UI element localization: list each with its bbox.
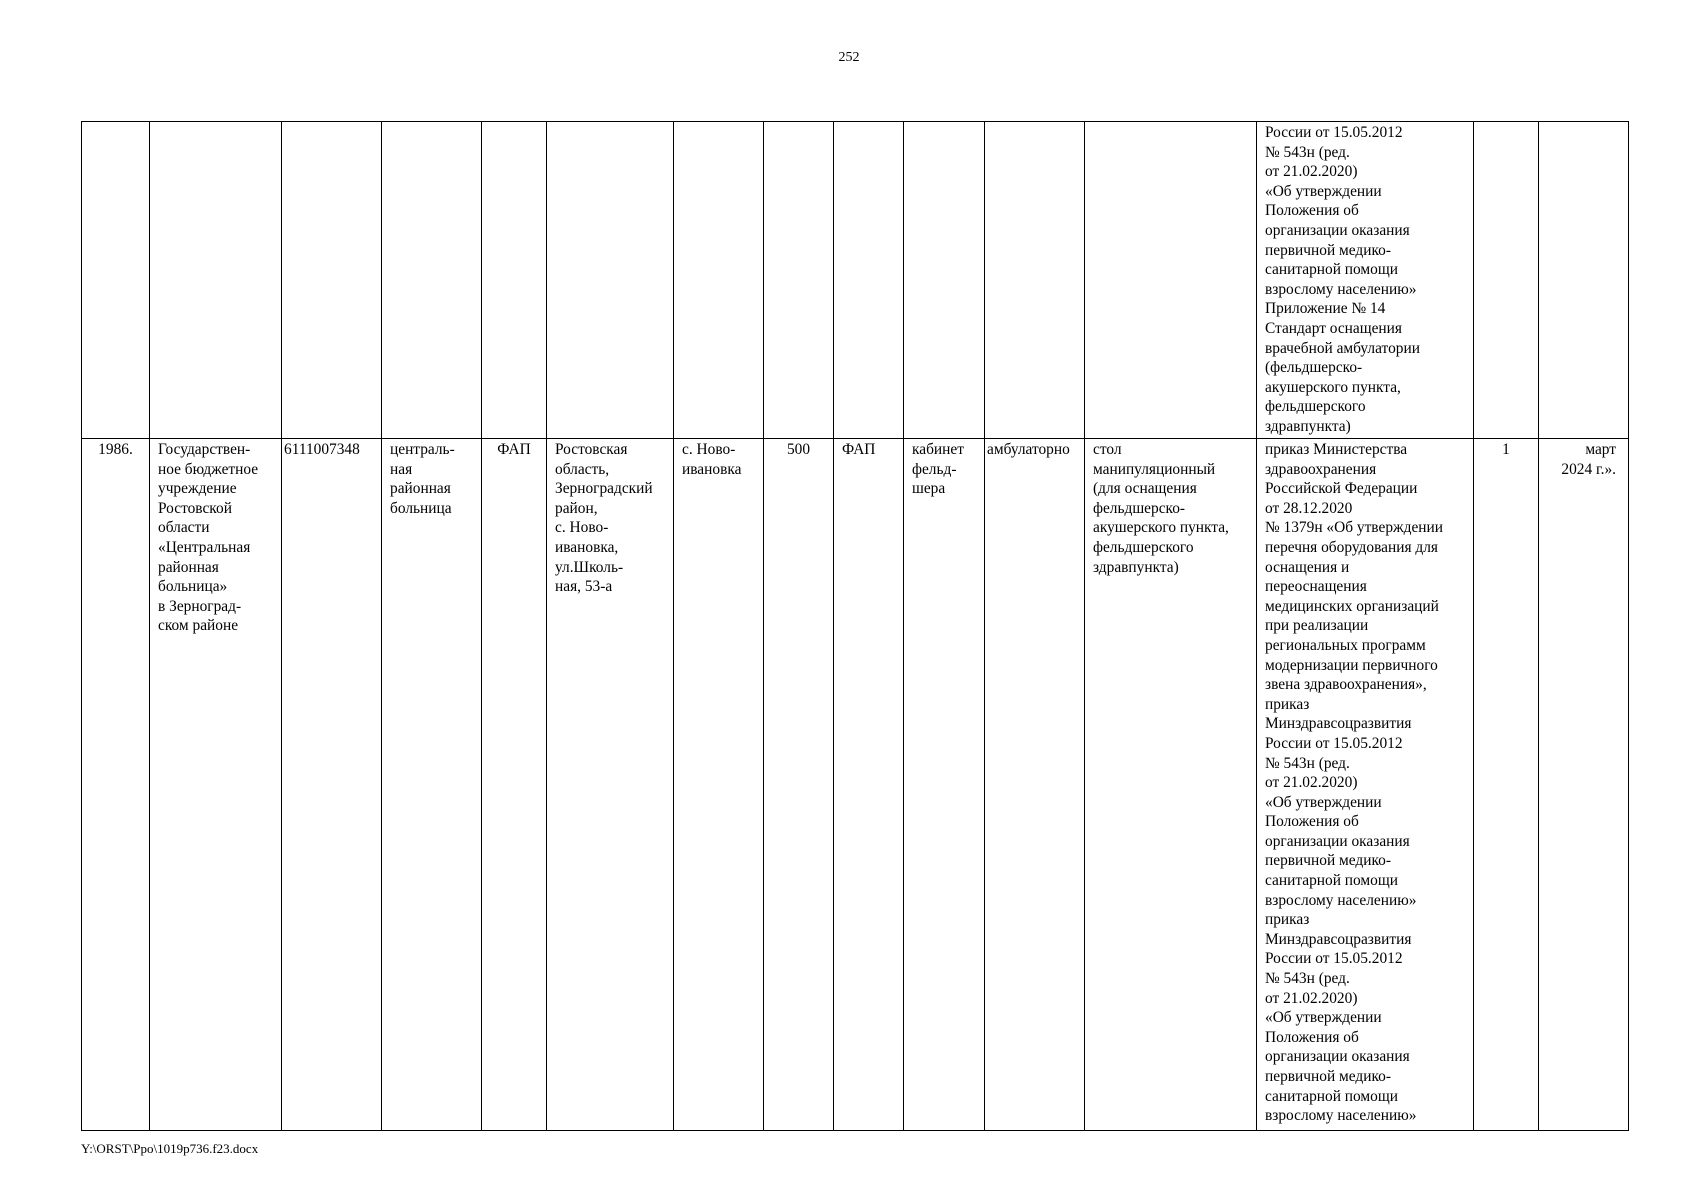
cell-text-line: Российской Федерации (1265, 480, 1418, 498)
cell-text-line: санитарной помощи (1265, 872, 1398, 890)
cell-text-line: организации оказания (1265, 221, 1410, 239)
population-cell (764, 122, 834, 439)
cell-text-line: области (158, 519, 210, 537)
cell-text-line: Положения об (1265, 1028, 1359, 1046)
cell-text-line: «Об утверждении (1265, 793, 1382, 811)
unit-type: ФАП (482, 439, 547, 1131)
cell-text-line: здравоохранения (1265, 460, 1377, 478)
cell-text-line: России от 15.05.2012 (1265, 950, 1403, 968)
cell-text-line: взрослому населению» (1265, 280, 1417, 298)
cell-text-line: перечня оборудования для (1265, 538, 1438, 556)
cell-text-line: организации оказания (1265, 832, 1410, 850)
cell-text-line: медицинских организаций (1265, 597, 1439, 615)
regulatory-document (1257, 439, 1474, 1131)
cell-text-line: фельдшерско- (1093, 499, 1186, 517)
cell-text-line: (для оснащения (1093, 480, 1197, 498)
deadline-cell (1539, 122, 1629, 439)
cell-text-line: первичной медико- (1265, 241, 1391, 259)
cell-text-line: ное бюджетное (158, 460, 259, 478)
cell-text-line: Минздравсоцразвития (1265, 715, 1412, 733)
cell-text-line: взрослому населению» (1265, 1107, 1417, 1125)
room-cell (904, 122, 985, 439)
cell-text-line: фельдшерского (1265, 398, 1366, 416)
cell-text-line: «Об утверждении (1265, 1009, 1382, 1027)
institution-name (150, 439, 282, 1131)
settlement (674, 439, 764, 1131)
cell-text-line: акушерского пункта, (1093, 519, 1229, 537)
cell-text-line: региональных программ (1265, 636, 1426, 654)
cell-text-line: (фельдшерско- (1265, 359, 1363, 377)
cell-text-line: шера (912, 480, 946, 498)
cell-text-line: ная (390, 460, 413, 478)
cell-text-line: № 543н (ред. (1265, 970, 1350, 988)
footer-file-path: Y:\ORST\Ppo\1019p736.f23.docx (81, 1141, 259, 1156)
cell-text-line: приказ (1265, 695, 1310, 713)
page-number: 252 (838, 50, 860, 65)
cell-text-line: районная (158, 558, 219, 576)
cell-text-line: Положения об (1265, 813, 1359, 831)
cell-text-line: районная (390, 480, 451, 498)
org-type-cell (382, 122, 482, 439)
cell-text-line: Положения об (1265, 202, 1359, 220)
cell-text-line: первичной медико- (1265, 852, 1391, 870)
cell-text-line: ивановка, (555, 538, 619, 556)
cell-text-line: от 28.12.2020 (1265, 499, 1353, 517)
cell-text-line: манипуляционный (1093, 460, 1216, 478)
cell-text-line: взрослому населению» (1265, 891, 1417, 909)
cell-text-line: Минздравсоцразвития (1265, 930, 1412, 948)
cell-text-line: больница (390, 499, 452, 517)
cell-text-line: март (1585, 441, 1616, 458)
cell-text-line: с. Ново- (555, 519, 609, 537)
cell-text-line: от 21.02.2020) (1265, 774, 1358, 792)
document-cell (1257, 122, 1474, 439)
cell-text-line: Зерноградский (555, 480, 653, 498)
cell-text-line: кабинет (912, 441, 964, 458)
cell-text-line: стол (1093, 441, 1122, 458)
cell-text-line: России от 15.05.2012 (1265, 734, 1403, 752)
cell-text-line: область, (555, 460, 610, 478)
number-cell (82, 122, 150, 439)
cell-text-line: «Об утверждении (1265, 182, 1382, 200)
inn: 6111007348 (282, 439, 382, 1131)
cell-text-line: врачебной амбулатории (1265, 339, 1420, 357)
institution-cell (150, 122, 282, 439)
cell-text-line: больница» (158, 578, 228, 596)
unit-type-cell (482, 122, 547, 439)
cell-text-line: первичной медико- (1265, 1068, 1391, 1085)
cell-text-line: 2024 г.». (1561, 460, 1616, 478)
cell-text-line: район, (555, 499, 598, 517)
cell-text-line: организации оказания (1265, 1048, 1410, 1066)
cell-text-line: Ростовской (158, 499, 232, 517)
cell-text-line: № 543н (ред. (1265, 143, 1350, 161)
cell-text-line: учреждение (158, 480, 237, 498)
cell-text-line: здравпункта) (1093, 558, 1179, 576)
care-mode-cell (985, 122, 1085, 439)
cell-text-line: здравпункта) (1265, 417, 1351, 435)
cell-text-line: Приложение № 14 (1265, 300, 1386, 318)
cell-text-line: акушерского пункта, (1265, 378, 1401, 396)
entry-row (82, 439, 1629, 1131)
cell-text-line: звена здравоохранения», (1265, 676, 1427, 694)
cell-text-line: Стандарт оснащения (1265, 319, 1402, 337)
address-cell (547, 122, 674, 439)
address (547, 439, 674, 1131)
org-type (382, 439, 482, 1131)
quantity: 1 (1474, 439, 1539, 1131)
equipment-name (1085, 439, 1257, 1131)
cell-text-line: централь- (390, 441, 455, 458)
cell-text-line: Государствен- (158, 441, 251, 458)
cell-text-line: приказ Министерства (1265, 441, 1408, 458)
facility-cell (834, 122, 904, 439)
cell-text-line: Ростовская (555, 441, 628, 458)
continuation-row (82, 122, 1629, 439)
cell-text-line: № 543н (ред. (1265, 754, 1350, 772)
cell-text-line: «Центральная (158, 538, 251, 556)
facility: ФАП (834, 439, 904, 1131)
cell-text-line: оснащения и (1265, 558, 1350, 576)
cell-text-line: приказ (1265, 911, 1310, 929)
cell-text-line: от 21.02.2020) (1265, 163, 1358, 181)
settlement-cell (674, 122, 764, 439)
cell-text-line: санитарной помощи (1265, 261, 1398, 279)
deadline (1539, 439, 1629, 1131)
cell-text-line: переоснащения (1265, 578, 1367, 596)
cell-text-line: ивановка (682, 460, 742, 478)
cell-text-line: от 21.02.2020) (1265, 989, 1358, 1007)
room (904, 439, 985, 1131)
cell-text-line: ском районе (158, 617, 239, 635)
quantity-cell (1474, 122, 1539, 439)
cell-text-line: № 1379н «Об утверждении (1265, 519, 1444, 537)
cell-text-line: России от 15.05.2012 (1265, 124, 1403, 141)
cell-text-line: фельд- (912, 460, 957, 478)
population: 500 (764, 439, 834, 1131)
cell-text-line: ул.Школь- (555, 558, 624, 576)
cell-text-line: ная, 53-а (555, 578, 613, 596)
equipment-table (81, 121, 1629, 1131)
cell-text-line: модернизации первичного (1265, 656, 1438, 674)
cell-text-line: в Зерноград- (158, 597, 242, 615)
row-number: 1986. (82, 439, 150, 1131)
care-mode: амбулаторно (985, 439, 1085, 1131)
inn-cell (282, 122, 382, 439)
equipment-cell (1085, 122, 1257, 439)
cell-text-line: фельдшерского (1093, 538, 1194, 556)
cell-text-line: с. Ново- (682, 441, 736, 458)
cell-text-line: санитарной помощи (1265, 1087, 1398, 1105)
cell-text-line: при реализации (1265, 617, 1369, 635)
